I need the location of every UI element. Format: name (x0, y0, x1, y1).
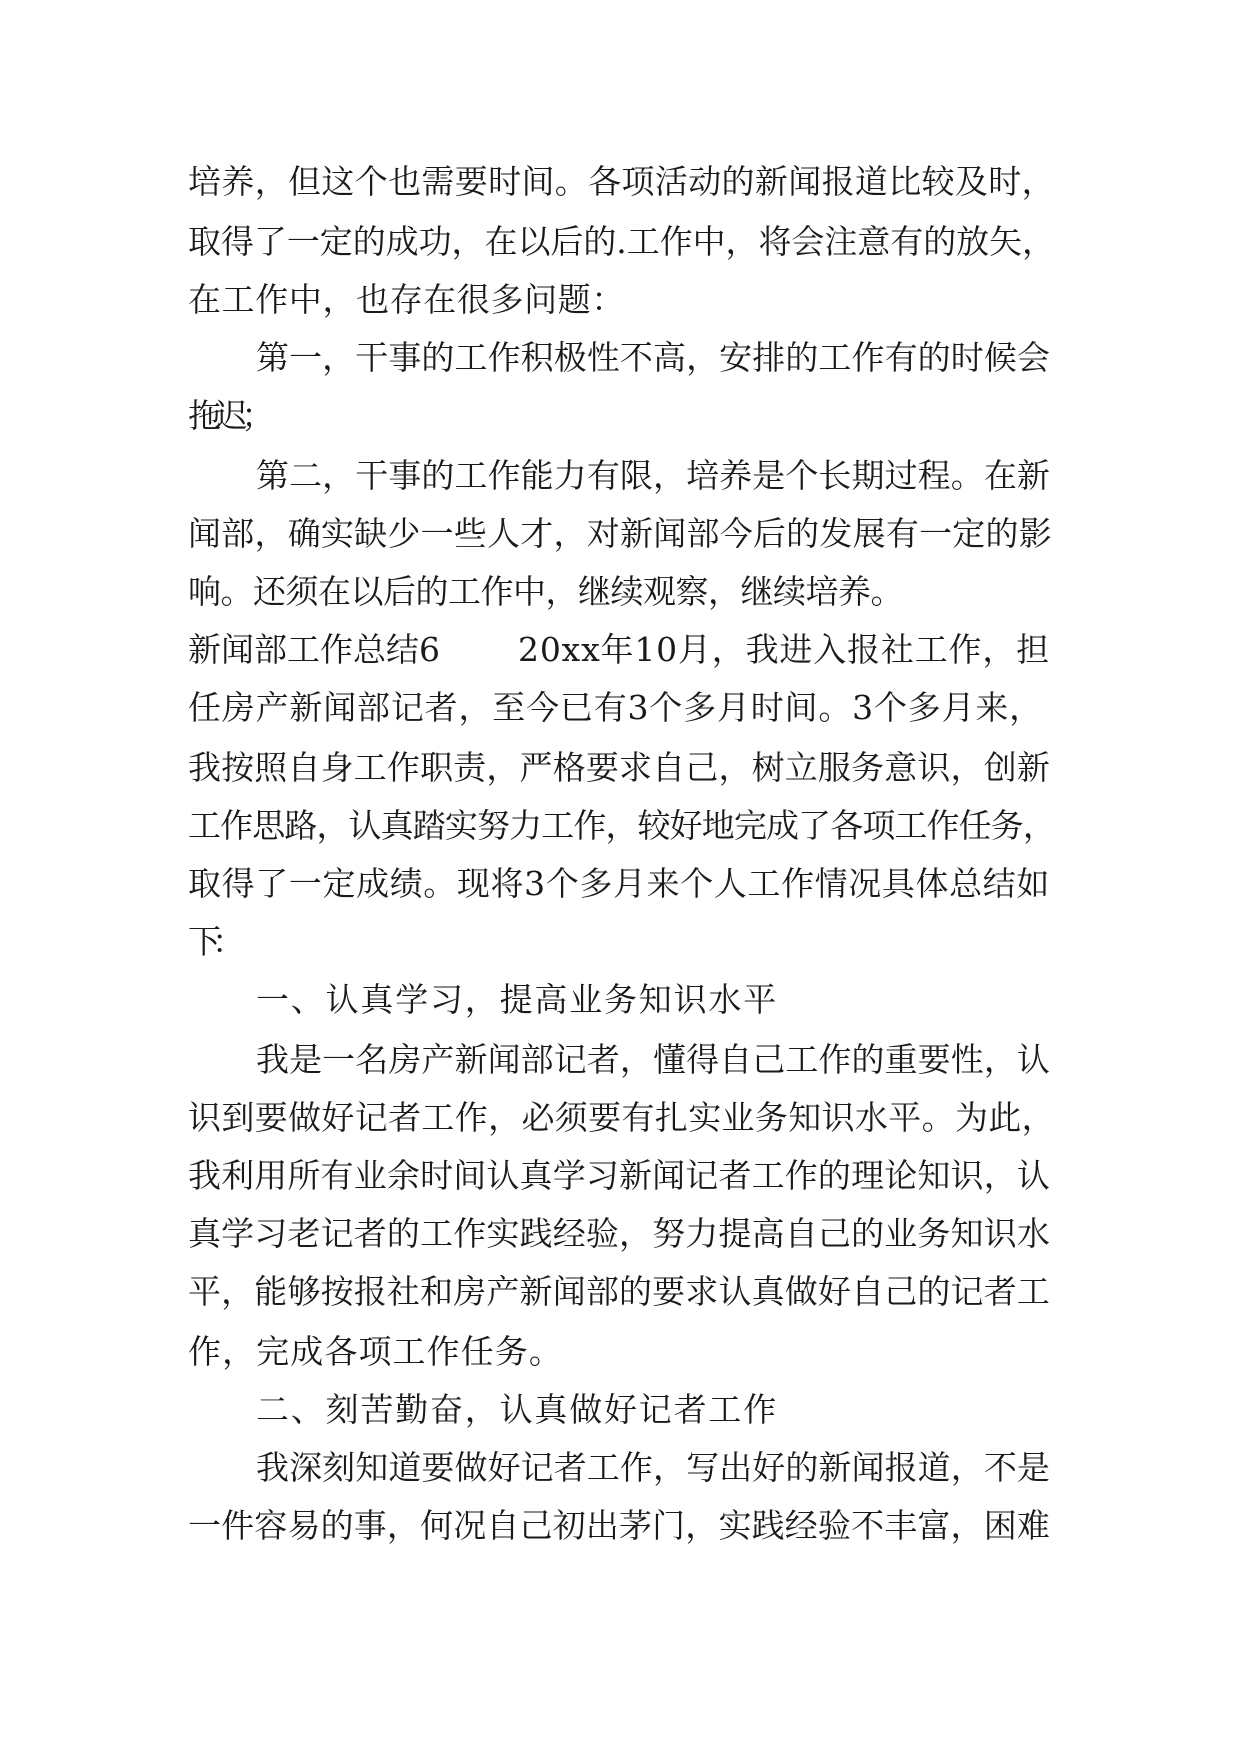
paragraph-line (0, 446, 1241, 506)
text-line: 取得了一定成绩。现将3个多月来个人工作情况具体总结如 (188, 864, 1050, 903)
text-line: 第二，干事的工作能力有限，培养是个长期过程。在新 (256, 456, 1050, 495)
paragraph-line (0, 912, 1241, 972)
text-line: 下： (188, 922, 236, 961)
text-line: 我是一名房产新闻部记者，懂得自己工作的重要性，认 (256, 1040, 1050, 1079)
section-heading: 一、认真学习，提高业务知识水平 (256, 980, 778, 1019)
text-line: 取得了一定的成功，在以后的.工作中，将会注意有的放矢， (188, 222, 1055, 261)
paragraph-line (0, 212, 1241, 272)
paragraph-line (0, 1438, 1241, 1498)
paragraph-line (0, 270, 1241, 330)
paragraph-line (0, 386, 1241, 446)
paragraph-line (0, 796, 1241, 856)
text-line: 我利用所有业余时间认真学习新闻记者工作的理论知识，认 (188, 1156, 1050, 1195)
text-line: 响。还须在以后的工作中，继续观察，继续培养。 (188, 572, 903, 611)
text-line: 在工作中，也存在很多问题： (188, 280, 625, 319)
text-line: 我按照自身工作职责，严格要求自己，树立服务意识，创新 (188, 748, 1050, 787)
text-line: 任房产新闻部记者，至今已有3个多月时间。3个多月来， (188, 688, 1043, 727)
paragraph-line (0, 504, 1241, 564)
text-line: 工作思路，认真踏实努力工作，较好地完成了各项工作任务， (188, 806, 1056, 845)
paragraph-line (0, 970, 1241, 1030)
text-line: 20xx年10月，我进入报社工作，担 (518, 630, 1050, 669)
paragraph-line (0, 854, 1241, 914)
section-heading: 二、刻苦勤奋，认真做好记者工作 (256, 1390, 778, 1429)
paragraph-line (0, 1146, 1241, 1206)
text-line: 第一，干事的工作积极性不高，安排的工作有的时候会 (256, 338, 1050, 377)
text-line: 拖迟； (188, 396, 269, 435)
text-line: 识到要做好记者工作，必须要有扎实业务知识水平。为此， (188, 1098, 1055, 1137)
paragraph-line (0, 1322, 1241, 1382)
text-line: 作，完成各项工作任务。 (188, 1332, 563, 1371)
text-line: 一件容易的事，何况自己初出茅门，实践经验不丰富，困难 (188, 1506, 1050, 1545)
text-line: 培养，但这个也需要时间。各项活动的新闻报道比较及时， (188, 162, 1055, 201)
paragraph-line (0, 738, 1241, 798)
section-heading: 新闻部工作总结6 (188, 630, 440, 669)
text-line: 平，能够按报社和房产新闻部的要求认真做好自己的记者工 (188, 1272, 1050, 1311)
paragraph-line (0, 152, 1241, 212)
text-line: 真学习老记者的工作实践经验，努力提高自己的业务知识水 (188, 1214, 1050, 1253)
paragraph-line (0, 1030, 1241, 1090)
paragraph-line (0, 562, 1241, 622)
paragraph-line (0, 678, 1241, 738)
paragraph-line (0, 1088, 1241, 1148)
paragraph-line (0, 1380, 1241, 1440)
paragraph-line (0, 1204, 1241, 1264)
text-line: 闻部，确实缺少一些人才，对新闻部今后的发展有一定的影 (188, 514, 1052, 553)
paragraph-line (0, 620, 1241, 680)
paragraph-line (0, 1496, 1241, 1556)
paragraph-line (0, 1262, 1241, 1322)
text-line: 我深刻知道要做好记者工作，写出好的新闻报道，不是 (256, 1448, 1050, 1487)
paragraph-line (0, 328, 1241, 388)
